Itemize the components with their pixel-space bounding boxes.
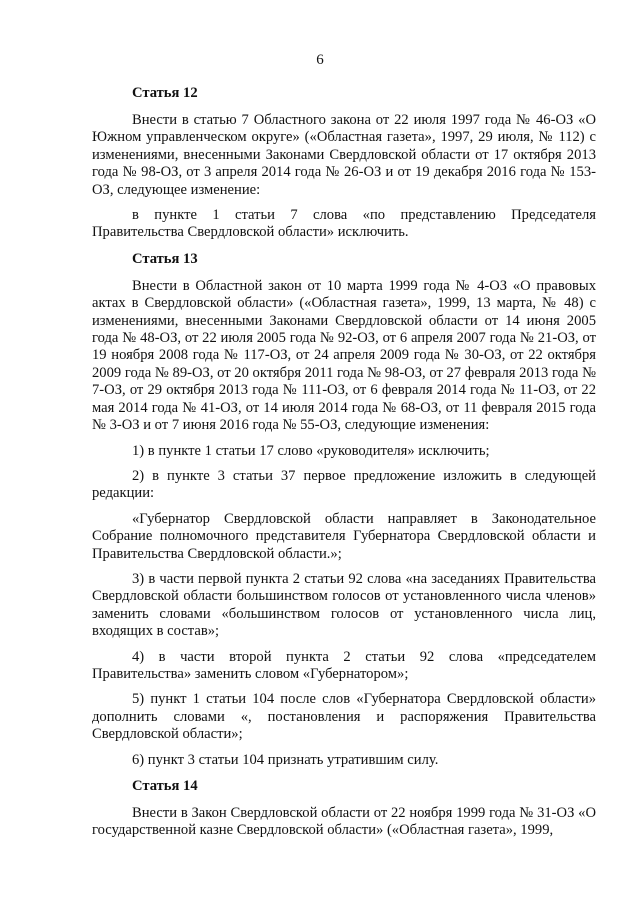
article-13-item-3: 3) в части первой пункта 2 статьи 92 слова «на заседаниях Правительства Свердловской области большинством голосов от установленного числа членов» заменить словами «большинством голосов от установленного числа лиц, входящих в состав»;	[92, 570, 596, 640]
article-12-paragraph-1: Внести в статью 7 Областного закона от 22 июля 1997 года № 46-ОЗ «О Южном управленческом округе» («Областная газета», 1997, 29 июля, № 112) с изменениями, внесенными Законами Свердловской области от 17 октября 2013 года № 98-ОЗ, от 3 апреля 2014 года № 26-ОЗ и от 19 декабря 2016 года № 153-ОЗ, следующее изменение:	[92, 112, 596, 198]
article-13-quote: «Губернатор Свердловской области направляет в Законодательное Собрание полномочного представителя Губернатора Свердловской области и Правительства Свердловской области.»;	[92, 510, 596, 562]
article-12	[92, 84, 596, 242]
article-13-item-1: 1) в пункте 1 статьи 17 слово «руководителя» исключить;	[132, 442, 490, 459]
page-number: 6	[316, 52, 324, 68]
document-body	[92, 84, 596, 848]
article-13-paragraph-1: Внести в Областной закон от 10 марта 1999 года № 4-ОЗ «О правовых актах в Свердловской области» («Областная газета», 1999, 13 марта, № 48) с изменениями, внесенными Законами Свердловской области от 14 июня 2005 года № 48-ОЗ, от 22 июля 2005 года № 92-ОЗ, от 6 апреля 2007 года № 21-ОЗ, от 19 ноября 2008 года № 117-ОЗ, от 24 апреля 2009 года № 30-ОЗ, от 22 октября 2009 года № 89-ОЗ, от 20 октября 2011 года № 98-ОЗ, от 27 февраля 2013 года № 7-ОЗ, от 29 октября 2013 года № 111-ОЗ, от 6 февраля 2014 года № 11-ОЗ, от 22 мая 2014 года № 41-ОЗ, от 14 июля 2014 года № 68-ОЗ, от 11 февраля 2015 года № 3-ОЗ и от 7 июня 2016 года № 55-ОЗ, следующие изменения:	[92, 277, 596, 434]
article-14-paragraph-1: Внести в Закон Свердловской области от 22 ноября 1999 года № 31-ОЗ «О государственной казне Свердловской области» («Областная газета», 1999,	[92, 805, 596, 839]
article-13	[92, 250, 596, 769]
article-13-heading: Статья 13	[132, 250, 198, 267]
article-13-item-6: 6) пункт 3 статьи 104 признать утратившим силу.	[132, 751, 439, 768]
article-13-item-2: 2) в пункте 3 статьи 37 первое предложение изложить в следующей редакции:	[92, 467, 596, 502]
article-14-heading: Статья 14	[132, 778, 198, 794]
article-13-item-5: 5) пункт 1 статьи 104 после слов «Губернатора Свердловской области» дополнить словами «, постановления и распоряжения Правительства Свердловской области»;	[92, 691, 596, 743]
article-13-item-4: 4) в части второй пункта 2 статьи 92 слова «председателем Правительства» заменить словом «Губернатором»;	[92, 648, 596, 682]
article-12-heading: Статья 12	[132, 85, 198, 101]
article-14	[92, 777, 596, 840]
article-12-paragraph-2: в пункте 1 статьи 7 слова «по представлению Председателя Правительства Свердловской области» исключить.	[92, 207, 596, 241]
